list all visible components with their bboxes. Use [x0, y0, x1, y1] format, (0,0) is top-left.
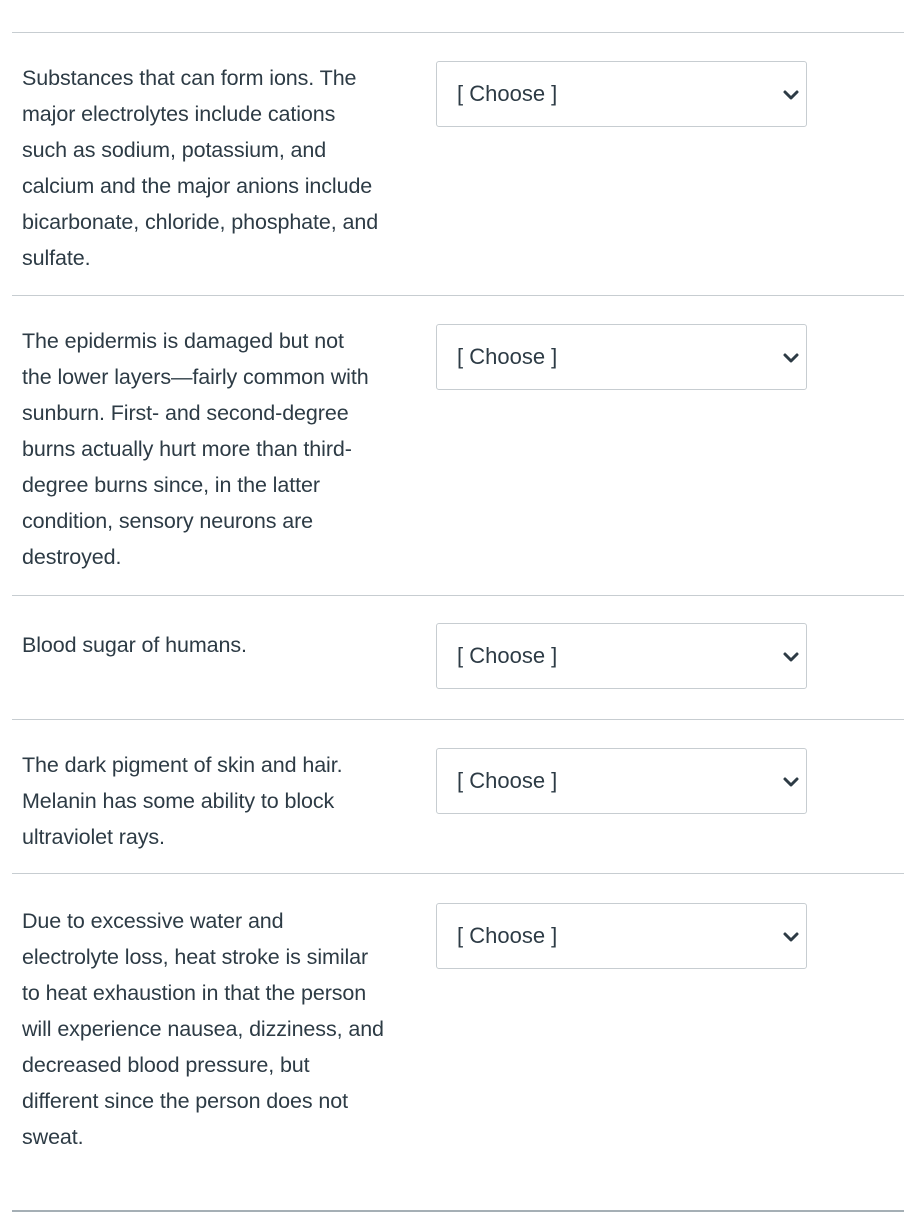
- question-prompt: [22, 903, 438, 1155]
- prompt-line: Blood sugar of humans.: [22, 633, 247, 657]
- prompt-line: calcium and the major anions include: [22, 174, 373, 198]
- prompt-line: The epidermis is damaged but not: [22, 329, 344, 353]
- answer-select[interactable]: [436, 748, 807, 814]
- chevron-down-icon: [782, 86, 800, 104]
- prompt-line: condition, sensory neurons are: [22, 509, 314, 533]
- prompt-line: sunburn. First- and second-degree: [22, 401, 349, 425]
- question-prompt: [22, 323, 438, 575]
- answer-select[interactable]: [436, 324, 807, 390]
- answer-select-value: [ Choose ]: [457, 923, 558, 948]
- prompt-line: to heat exhaustion in that the person: [22, 981, 367, 1005]
- chevron-down-icon: [782, 928, 800, 946]
- prompt-line: bicarbonate, chloride, phosphate, and: [22, 210, 379, 234]
- chevron-down-icon: [782, 349, 800, 367]
- prompt-line: sweat.: [22, 1125, 84, 1149]
- prompt-line: Due to excessive water and: [22, 909, 284, 933]
- chevron-down-icon: [782, 773, 800, 791]
- match-row: [12, 720, 904, 874]
- prompt-line: Substances that can form ions. The: [22, 66, 357, 90]
- chevron-down-icon: [782, 648, 800, 666]
- matching-question-list: [12, 32, 904, 1212]
- prompt-line: Melanin has some ability to block: [22, 789, 335, 813]
- match-row: [12, 33, 904, 296]
- prompt-line: destroyed.: [22, 545, 122, 569]
- match-row: [12, 874, 904, 1212]
- answer-select[interactable]: [436, 61, 807, 127]
- match-row: [12, 296, 904, 596]
- prompt-line: decreased blood pressure, but: [22, 1053, 310, 1077]
- prompt-line: degree burns since, in the latter: [22, 473, 320, 497]
- prompt-line: The dark pigment of skin and hair.: [22, 753, 343, 777]
- prompt-line: ultraviolet rays.: [22, 825, 165, 849]
- prompt-line: will experience nausea, dizziness, and: [22, 1017, 384, 1041]
- answer-select[interactable]: [436, 623, 807, 689]
- match-row: [12, 596, 904, 720]
- question-prompt: [22, 627, 438, 663]
- answer-select-value: [ Choose ]: [457, 344, 558, 369]
- answer-select-value: [ Choose ]: [457, 81, 558, 106]
- prompt-line: electrolyte loss, heat stroke is similar: [22, 945, 369, 969]
- prompt-line: different since the person does not: [22, 1089, 348, 1113]
- question-prompt: [22, 60, 438, 276]
- prompt-line: such as sodium, potassium, and: [22, 138, 327, 162]
- prompt-line: sulfate.: [22, 246, 91, 270]
- answer-select-value: [ Choose ]: [457, 643, 558, 668]
- answer-select-value: [ Choose ]: [457, 768, 558, 793]
- prompt-line: the lower layers—fairly common with: [22, 365, 369, 389]
- prompt-line: burns actually hurt more than third-: [22, 437, 352, 461]
- question-prompt: [22, 747, 438, 855]
- prompt-line: major electrolytes include cations: [22, 102, 336, 126]
- answer-select[interactable]: [436, 903, 807, 969]
